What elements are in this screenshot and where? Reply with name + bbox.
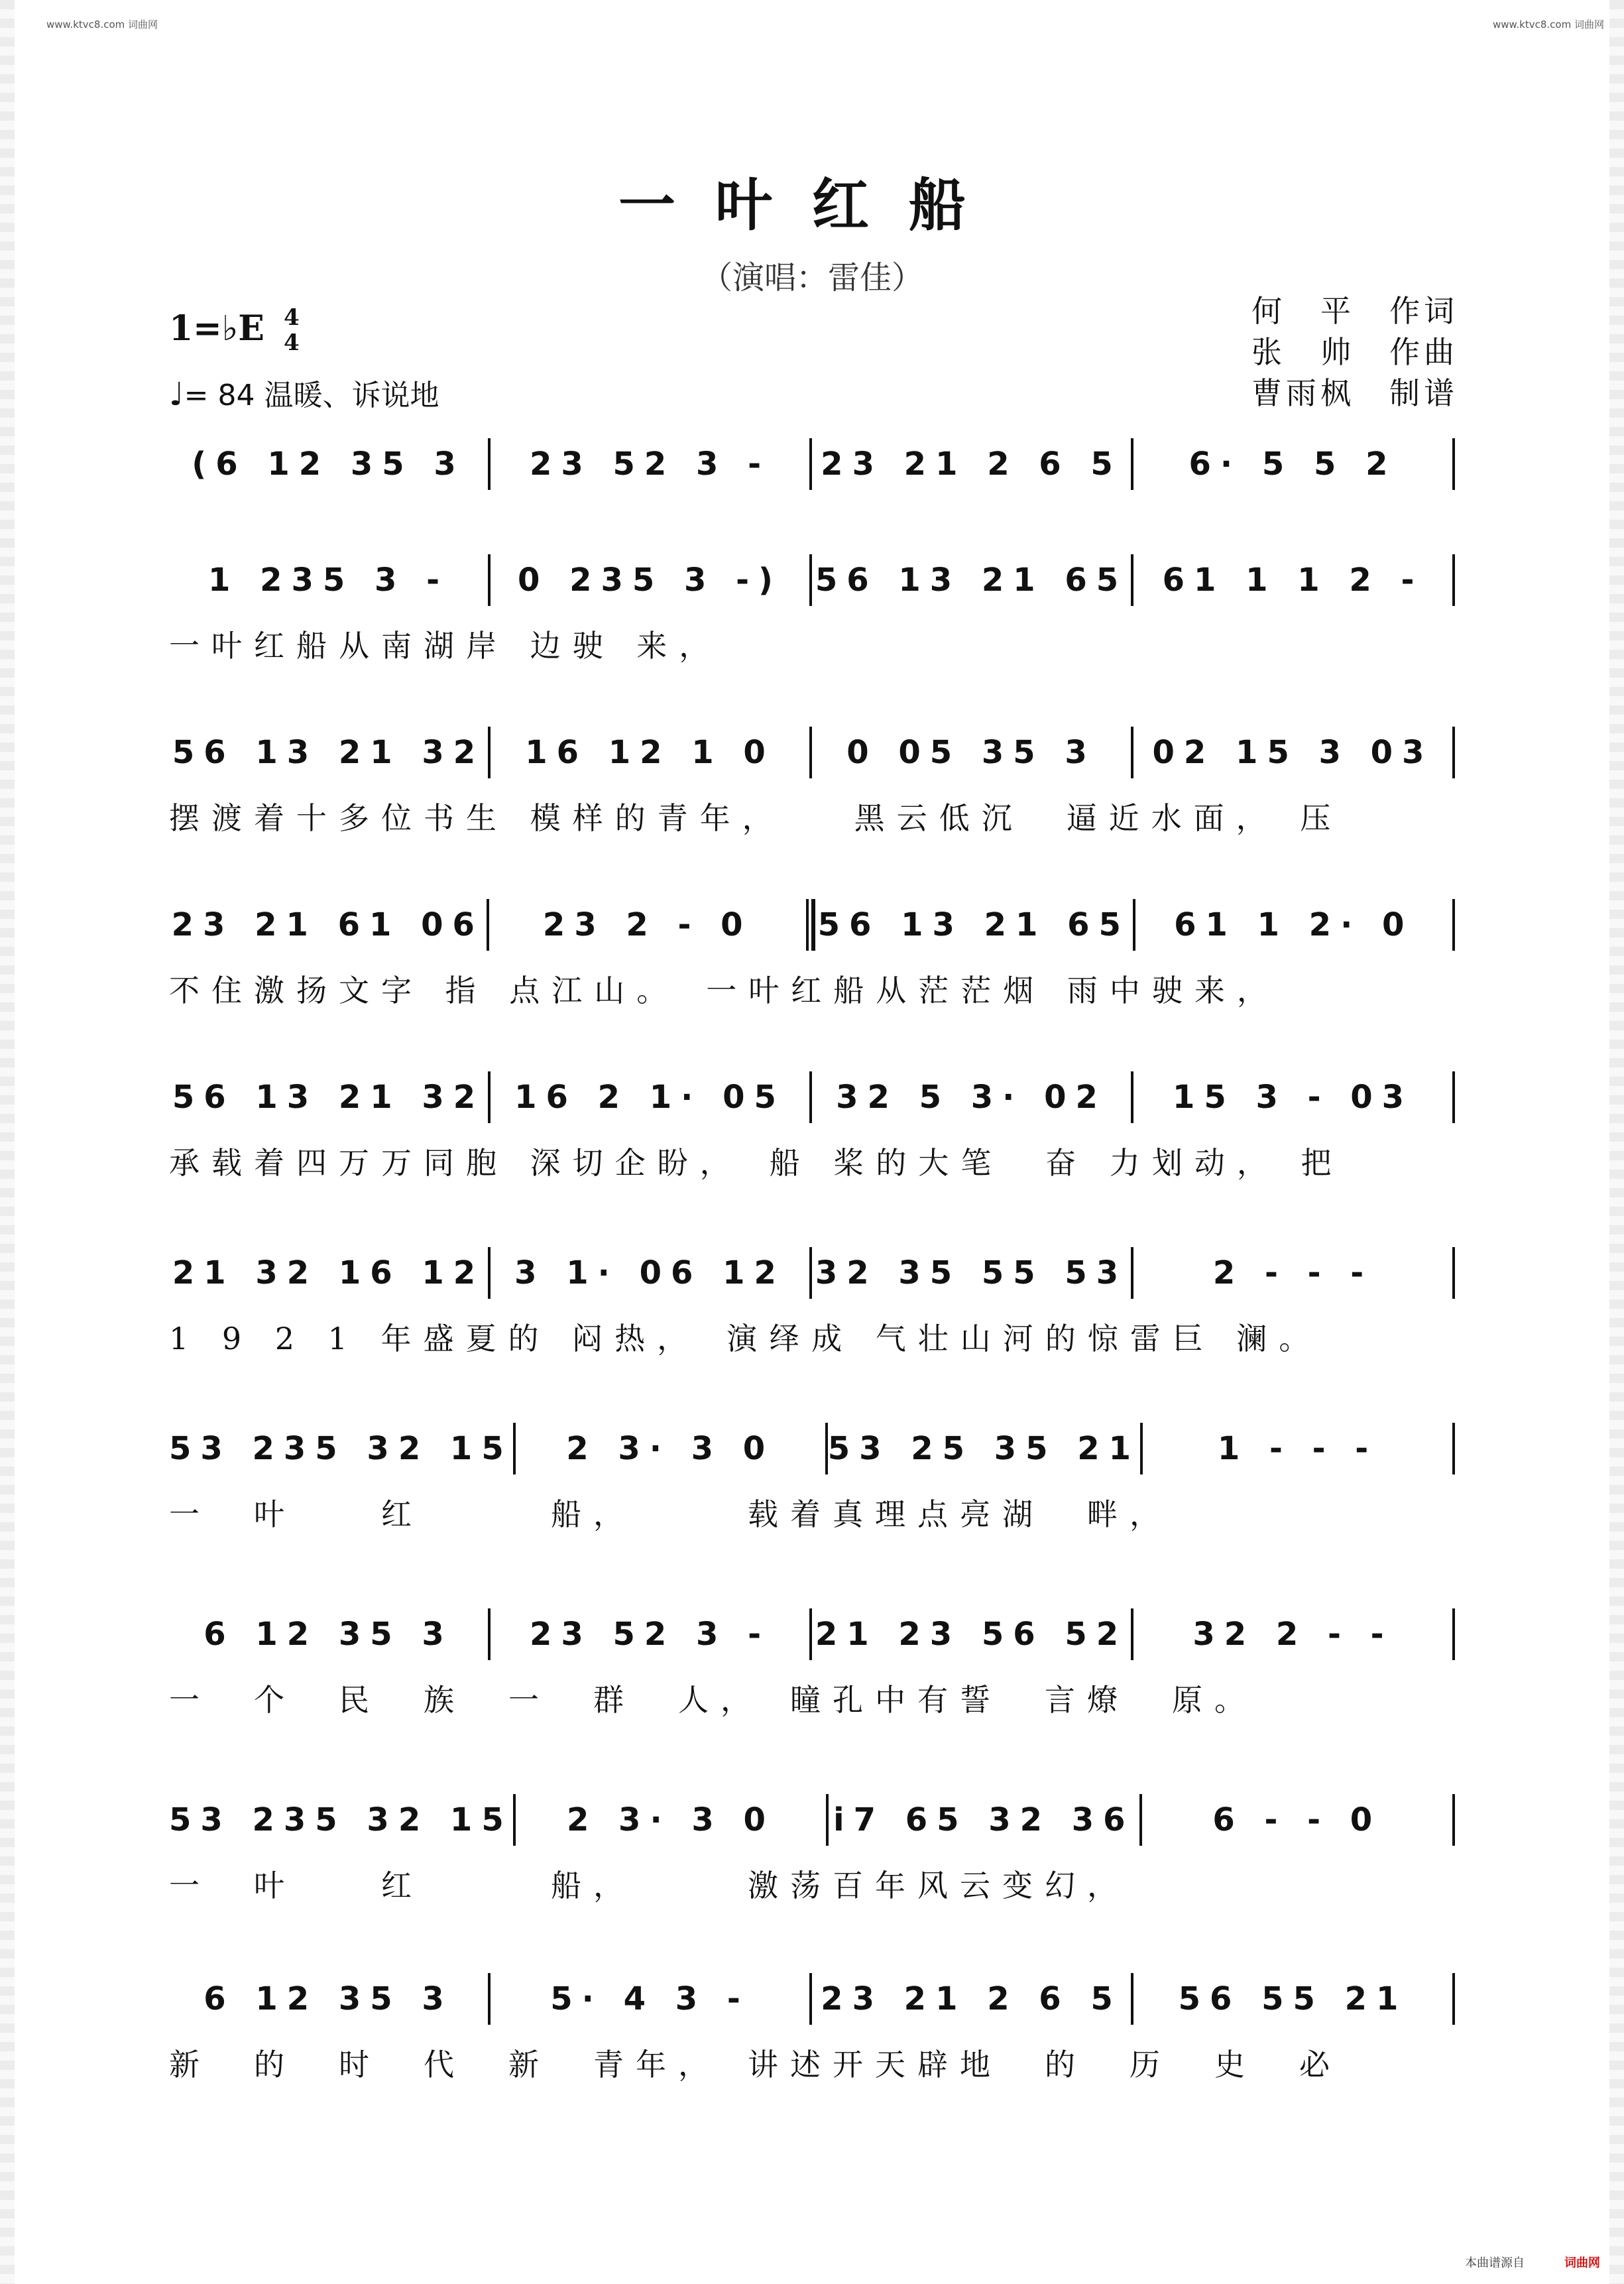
measure: 32 35 55 53 (815, 1254, 1128, 1292)
measure: (6 12 35 3 (192, 446, 465, 483)
barline (1452, 1608, 1455, 1660)
measure: 23 21 61 06 (171, 906, 484, 943)
measure: 21 23 56 52 (815, 1616, 1128, 1653)
measure: 1 - - - (1217, 1430, 1378, 1467)
time-signature-bottom: 4 (284, 330, 300, 356)
lyric-line (169, 506, 1455, 543)
measure-row (169, 1976, 1455, 2022)
header-site-right: www.ktvc8.com 词曲网 (1492, 19, 1604, 30)
barline (1452, 727, 1455, 778)
barline (1452, 1973, 1455, 2025)
measure: 21 32 16 12 (172, 1254, 485, 1292)
measure: 23 52 3 - (529, 1616, 771, 1653)
measure: 56 55 21 (1178, 1980, 1408, 2017)
measure: i7 65 32 36 (833, 1801, 1135, 1838)
measure-row (169, 1425, 1455, 1472)
tempo-mood: 温暖、诉说地 (264, 379, 439, 412)
footer-site-logo: 词曲网 (1564, 2256, 1600, 2270)
barline (1452, 1794, 1455, 1846)
measure-row (169, 729, 1455, 776)
footer-source: 本曲谱源自 (1465, 2256, 1525, 2270)
tempo-marking (169, 371, 439, 414)
page-edge-right (1609, 0, 1624, 2284)
lyric-line: 1 9 2 1 年盛夏的 闷热， 演绎成 气壮山河的惊雷巨 澜。 (169, 1321, 1322, 1356)
measure: 2 - - - (1212, 1254, 1373, 1292)
measure: 56 13 21 32 (172, 734, 485, 771)
lyric-line: 一 个 民 族 一 群 人， 瞳孔中有誓 言燎 原。 (169, 1682, 1257, 1718)
tempo-value: = 84 (184, 379, 255, 412)
measure: 53 235 32 15 (169, 1801, 513, 1838)
score-system (169, 1250, 1455, 1356)
score-system (169, 1797, 1455, 1903)
measure-row (169, 441, 1455, 487)
measure: 16 2 1· 05 (514, 1079, 785, 1116)
time-signature (284, 305, 300, 355)
measure: 56 13 21 65 (817, 906, 1130, 943)
measure: 53 25 35 21 (827, 1430, 1141, 1467)
measure: 16 12 1 0 (525, 734, 775, 771)
lyric-line: 不住激扬文字 指 点江山。 一叶红船从茫茫烟 雨中驶来， (169, 973, 1279, 1008)
measure: 56 13 21 32 (172, 1079, 485, 1116)
barline (806, 899, 815, 951)
score-system (169, 557, 1455, 664)
measure-row (169, 1074, 1455, 1120)
measure: 6 12 35 3 (203, 1980, 453, 2017)
measure: 0 235 3 -) (518, 562, 782, 599)
measure-row (169, 1797, 1455, 1843)
measure: 6 - - 0 (1212, 1801, 1382, 1838)
barline (1452, 1423, 1455, 1474)
song-title: 一叶红船 (618, 172, 1006, 239)
measure-row (169, 902, 1455, 948)
measure: 23 2 - 0 (542, 906, 752, 943)
lyricist-credit: 何 平 作词 (1251, 293, 1458, 329)
barline (1452, 554, 1455, 606)
score-system (169, 441, 1455, 543)
measure: 02 15 3 03 (1152, 734, 1434, 771)
key-signature: 1=♭E (169, 308, 264, 349)
score-system (169, 1976, 1455, 2082)
measure: 0 05 35 3 (846, 734, 1096, 771)
measure: 23 52 3 - (529, 446, 771, 483)
measure: 6 12 35 3 (203, 1616, 453, 1653)
score-system (169, 1074, 1455, 1181)
measure: 23 21 2 6 5 (821, 446, 1122, 483)
credits (1251, 290, 1458, 414)
measure: 1 235 3 - (207, 562, 449, 599)
measure: 2 3· 3 0 (566, 1430, 775, 1467)
singer-line: （演唱：雷佳） (700, 259, 923, 296)
measure-row (169, 1250, 1455, 1296)
barline (1452, 1071, 1455, 1123)
score-system (169, 902, 1455, 1008)
score-system (169, 729, 1455, 836)
barline (1452, 1247, 1455, 1299)
measure: 61 1 1 2 - (1162, 562, 1424, 599)
measure: 5· 4 3 - (550, 1980, 750, 2017)
measure: 23 21 2 6 5 (821, 1980, 1122, 2017)
page-edge-left (0, 0, 15, 2284)
measure: 61 1 2· 0 (1174, 906, 1414, 943)
barline (1452, 438, 1455, 490)
lyric-line: 承载着四万万同胞 深切企盼， 船 桨的大笔 奋 力划动， 把 (169, 1145, 1344, 1181)
quarter-note-icon: ♩ (169, 376, 184, 413)
lyric-line: 一 叶 红 船， 激荡百年风云变幻， (169, 1868, 1130, 1903)
measure: 53 235 32 15 (169, 1430, 513, 1467)
measure-row (169, 1611, 1455, 1657)
lyric-line: 新 的 时 代 新 青年， 讲述开天辟地 的 历 史 必 (169, 2047, 1342, 2082)
lyric-line: 一叶红船从南湖岸 边驶 来， (169, 628, 722, 664)
measure: 56 13 21 65 (815, 562, 1128, 599)
lyric-line: 一 叶 红 船， 载着真理点亮湖 畔， (169, 1496, 1172, 1532)
measure: 32 2 - - (1192, 1616, 1393, 1653)
header-site-left: www.ktvc8.com 词曲网 (46, 19, 158, 30)
barline (1452, 899, 1455, 951)
score-system (169, 1611, 1455, 1718)
composer-credit: 张 帅 作曲 (1251, 334, 1458, 370)
measure: 2 3· 3 0 (566, 1801, 775, 1838)
measure: 32 5 3· 02 (836, 1079, 1107, 1116)
measure-row (169, 557, 1455, 603)
time-signature-top: 4 (284, 304, 300, 331)
score-system (169, 1425, 1455, 1532)
measure: 3 1· 06 12 (514, 1254, 785, 1292)
lyric-line: 摆渡着十多位书生 模样的青年， 黑云低沉 逼近水面， 压 (169, 800, 1343, 836)
transcriber-credit: 曹雨枫 制谱 (1251, 375, 1458, 411)
measure: 15 3 - 03 (1172, 1079, 1414, 1116)
measure: 6· 5 5 2 (1189, 446, 1397, 483)
